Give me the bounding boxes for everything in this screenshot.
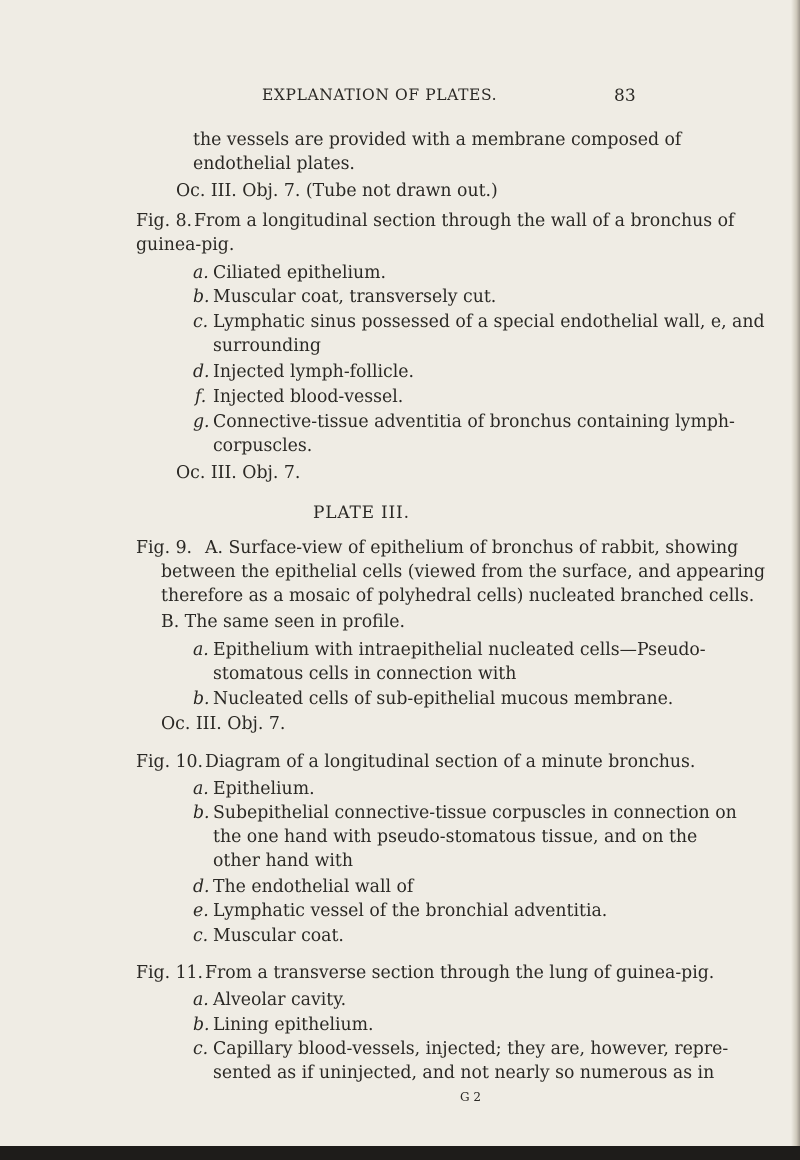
text-line: endothelial plates. xyxy=(193,154,355,174)
item-key: a. xyxy=(193,640,209,660)
item-key: b. xyxy=(193,287,210,307)
item-key: d. xyxy=(193,362,210,382)
figure-caption: A. Surface-view of epithelium of bronchus of rabbit, showing xyxy=(205,538,739,558)
text-line: therefore as a mosaic of polyhedral cells) nucleated branched cells. xyxy=(161,586,755,606)
item-text: stomatous cells in connection with xyxy=(213,664,517,684)
figure-label: Fig. 11. xyxy=(136,963,204,983)
objective-note: Oc. III. Obj. 7. (Tube not drawn out.) xyxy=(176,181,498,201)
running-header xyxy=(0,86,800,116)
running-title: EXPLANATION OF PLATES. xyxy=(262,86,498,104)
item-text: Lining epithelium. xyxy=(213,1015,374,1035)
item-text: Lymphatic sinus possessed of a special endothelial wall, e, and xyxy=(213,312,765,332)
figure-label: Fig. 8. xyxy=(136,211,193,231)
item-text: Nucleated cells of sub-epithelial mucous membrane. xyxy=(213,689,674,709)
item-text: the one hand with pseudo-stomatous tissue, and on the xyxy=(213,827,698,847)
figure-caption: Diagram of a longitudinal section of a minute bronchus. xyxy=(205,752,696,772)
figure-caption: From a longitudinal section through the wall of a bronchus of xyxy=(194,211,735,231)
item-text: Epithelium. xyxy=(213,779,315,799)
page-number: 83 xyxy=(614,86,636,106)
item-text: Muscular coat, transversely cut. xyxy=(213,287,497,307)
item-key: b. xyxy=(193,689,210,709)
figure-label: Fig. 9. xyxy=(136,538,193,558)
page-edge-shadow xyxy=(791,0,800,1160)
item-key: c. xyxy=(193,312,209,332)
item-key: b. xyxy=(193,803,210,823)
text-line: guinea-pig. xyxy=(136,235,235,255)
signature-mark: G 2 xyxy=(460,1090,482,1104)
item-key: f. xyxy=(195,387,207,407)
item-text: Alveolar cavity. xyxy=(213,990,347,1010)
figure-label: Fig. 10. xyxy=(136,752,204,772)
item-text: other hand with xyxy=(213,851,353,871)
plate-heading: PLATE III. xyxy=(313,503,410,523)
text-line: the vessels are provided with a membrane composed of xyxy=(193,130,682,150)
item-text: Injected lymph-follicle. xyxy=(213,362,414,382)
item-text: Lymphatic vessel of the bronchial adventitia. xyxy=(213,901,608,921)
item-text: Injected blood-vessel. xyxy=(213,387,404,407)
item-key: c. xyxy=(193,926,209,946)
item-key: a. xyxy=(193,779,209,799)
item-key: a. xyxy=(193,990,209,1010)
item-key: a. xyxy=(193,263,209,283)
item-text: The endothelial wall of xyxy=(213,877,414,897)
item-text: Muscular coat. xyxy=(213,926,344,946)
objective-note: Oc. III. Obj. 7. xyxy=(176,463,301,483)
item-key: g. xyxy=(193,412,210,432)
item-key: e. xyxy=(193,901,209,921)
item-text: Capillary blood-vessels, injected; they are, however, repre- xyxy=(213,1039,729,1059)
item-key: c. xyxy=(193,1039,209,1059)
item-key: b. xyxy=(193,1015,210,1035)
text-line: between the epithelial cells (viewed from the surface, and appearing xyxy=(161,562,766,582)
item-text: Subepithelial connective-tissue corpuscles in connection on xyxy=(213,803,737,823)
item-key: d. xyxy=(193,877,210,897)
item-text: Epithelium with intraepithelial nucleated cells—Pseudo- xyxy=(213,640,706,660)
item-text: surrounding xyxy=(213,336,321,356)
item-text: sented as if uninjected, and not nearly so numerous as in xyxy=(213,1063,715,1083)
item-text: corpuscles. xyxy=(213,436,313,456)
item-text: Connective-tissue adventitia of bronchus containing lymph- xyxy=(213,412,735,432)
text-line: B. The same seen in profile. xyxy=(161,612,405,632)
figure-caption: From a transverse section through the lung of guinea-pig. xyxy=(205,963,715,983)
objective-note: Oc. III. Obj. 7. xyxy=(161,714,286,734)
scan-bottom-border xyxy=(0,1146,800,1160)
item-text: Ciliated epithelium. xyxy=(213,263,387,283)
